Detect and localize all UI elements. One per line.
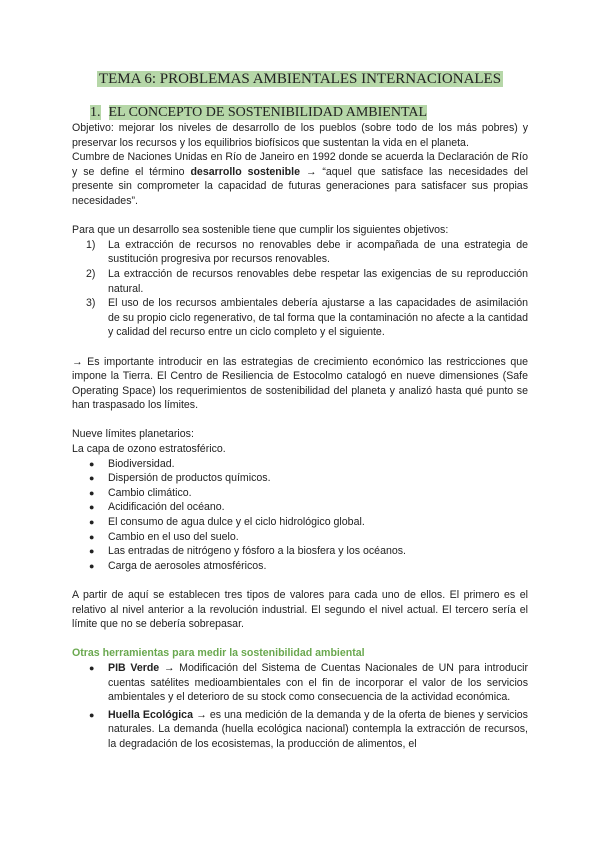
list-item (72, 661, 528, 705)
bullet-icon: ● (89, 458, 95, 469)
bullet-icon: ● (89, 662, 95, 673)
tool-name: Huella Ecológica (108, 708, 193, 721)
tool-name: PIB Verde (108, 661, 160, 674)
bullet-icon: ● (89, 502, 95, 513)
page-title-text: TEMA 6: PROBLEMAS AMBIENTALES INTERNACIONALES (98, 71, 502, 87)
item-text: La extracción de recursos renovables debe respetar las exigencias de su reproducción natural. (108, 267, 528, 295)
item-text: La extracción de recursos no renovables debe ir acompañada de una estrategia de sustitución progresiva por recursos renovables. (108, 238, 528, 266)
item-text: El uso de los recursos ambientales debería ajustarse a las capacidades de asimilación de su propio ciclo regenerativo, de tal forma que la contaminación no afecte a la cantidad y calidad del recurso entre un ciclo completo y el siguiente. (108, 297, 528, 339)
list-item (72, 267, 528, 296)
summit-term: desarrollo sostenible (190, 165, 300, 178)
item-text: Dispersión de productos químicos. (108, 472, 271, 485)
item-text: Cambio en el uso del suelo. (108, 530, 239, 543)
section-number: 1. (90, 105, 101, 120)
objectives-lead: Para que un desarrollo sea sostenible tiene que cumplir los siguientes objetivos: (72, 224, 449, 237)
summit-paragraph (72, 150, 528, 208)
section-heading (90, 104, 427, 121)
bullet-icon: ● (89, 560, 95, 571)
page-title (0, 70, 600, 88)
bullet-icon: ● (89, 546, 95, 557)
item-text: Las entradas de nitrógeno y fósforo a la biosfera y los océanos. (108, 545, 406, 558)
limits-list (72, 457, 528, 574)
body-text (72, 121, 528, 755)
list-item (72, 515, 528, 530)
objectives-list (72, 238, 528, 340)
item-text: El consumo de agua dulce y el ciclo hidrológico global. (108, 516, 365, 529)
bullet-icon: ● (89, 517, 95, 528)
list-item (72, 471, 528, 486)
bullet-icon: ● (89, 531, 95, 542)
tool-description: → es una medición de la demanda y de la oferta de bienes y servicios naturales. La demanda (huella ecológica nacional) contempla la extracción de recursos, la degradación de los ecosistemas, la producción de alimentos, el (108, 708, 528, 750)
tool-description: → Modificación del Sistema de Cuentas Nacionales de UN para introducir cuentas satélites medioambientales con el fin de incorporar el valor de los servicios ambientales y el deterioro de su stock como consecuencia de la actividad económica. (108, 661, 529, 704)
list-item (72, 486, 528, 501)
item-number: 3) (86, 297, 96, 310)
item-text: Cambio climático. (108, 486, 192, 499)
restrictions-paragraph: → Es importante introducir en las estrategias de crecimiento económico las restricciones que impone la Tierra. El Centro de Resiliencia de Estocolmo catalogó en nueve dimensiones (Safe Operating Space) los requerimientos de sostenibilidad del planeta y analizó hasta qué punto se han traspasado los límites. (72, 355, 528, 412)
list-item (72, 238, 528, 267)
list-item (72, 559, 528, 574)
item-text: Biodiversidad. (108, 457, 175, 470)
item-number: 2) (86, 267, 96, 280)
tools-heading: Otras herramientas para medir la sostenibilidad ambiental (72, 647, 365, 660)
bullet-icon: ● (89, 473, 95, 484)
limits-first: La capa de ozono estratosférico. (72, 443, 226, 456)
list-item (72, 530, 528, 545)
tools-list (72, 661, 528, 752)
section-heading-text: EL CONCEPTO DE SOSTENIBILIDAD AMBIENTAL (108, 105, 428, 120)
list-item (72, 708, 528, 752)
item-text: Acidificación del océano. (108, 501, 225, 514)
list-item (72, 457, 528, 472)
limits-heading: Nueve límites planetarios: (72, 428, 194, 441)
list-item (72, 296, 528, 340)
summit-text: Cumbre de Naciones Unidas en Río de Janeiro en 1992 donde se acuerda la Declaración de Río y se define el término (72, 151, 528, 178)
list-item (72, 500, 528, 515)
item-number: 1) (86, 238, 96, 251)
summit-definition: → “aquel que satisface las necesidades del presente sin comprometer la capacidad de futuras generaciones para satisfacer sus propias necesidades”. (72, 165, 529, 207)
bullet-icon: ● (89, 709, 95, 720)
list-item (72, 544, 528, 559)
bullet-icon: ● (89, 487, 95, 498)
item-text: Carga de aerosoles atmosféricos. (108, 559, 267, 572)
values-paragraph: A partir de aquí se establecen tres tipos de valores para cada uno de ellos. El primero es el relativo al nivel anterior a la revolución industrial. El segundo el nivel actual. El tercero sería el límite que no se debería sobrepasar. (72, 589, 528, 631)
objective-paragraph: Objetivo: mejorar los niveles de desarrollo de los pueblos (sobre todo de los más pobres) y preservar los recursos y los equilibrios biofísicos que sustentan la vida en el planeta. (72, 122, 528, 149)
